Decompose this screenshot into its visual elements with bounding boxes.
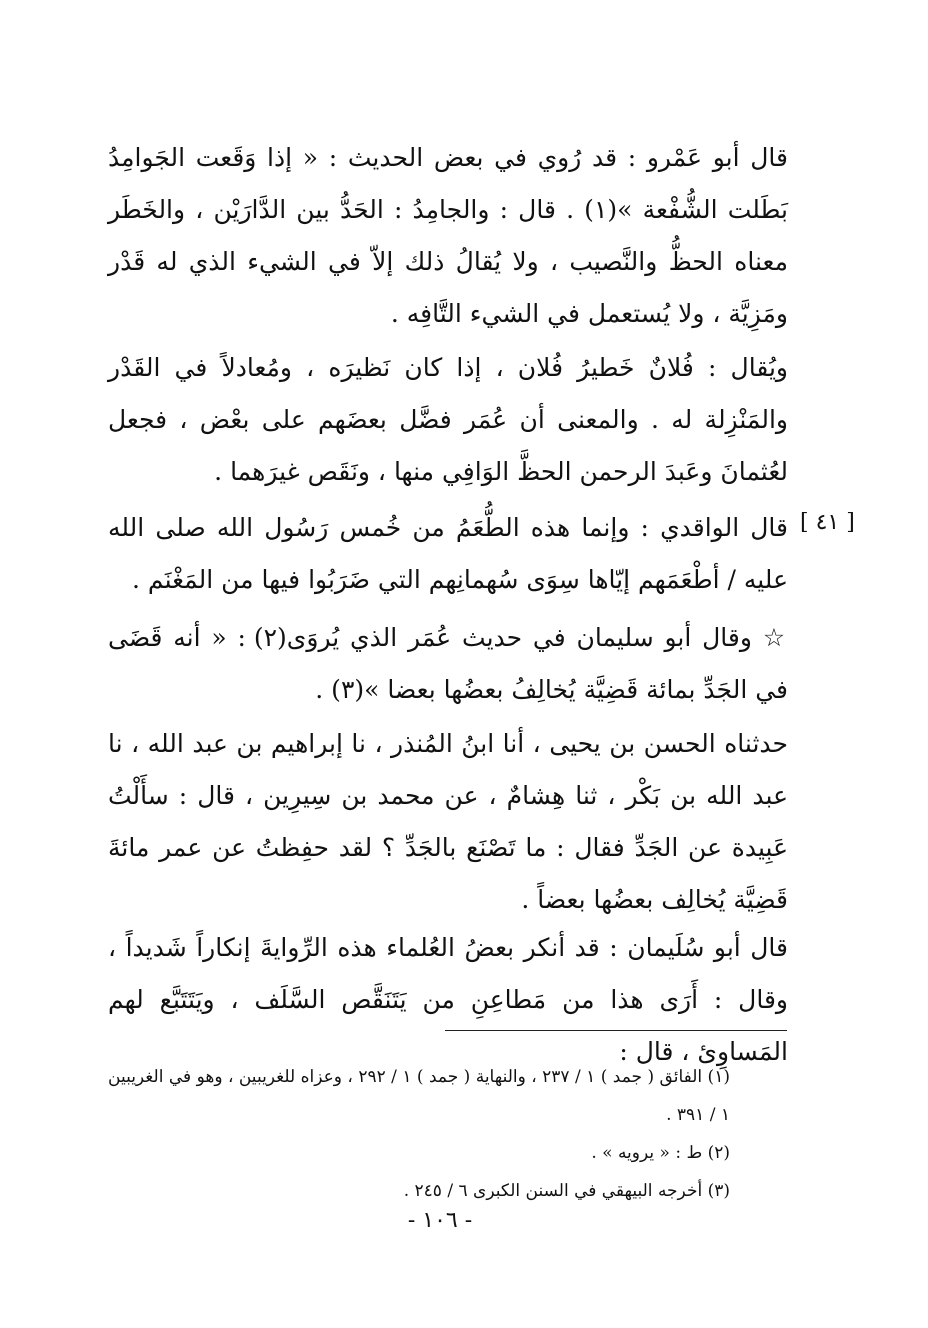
paragraph-4: ☆ وقال أبو سليمان في حديث عُمَر الذي يُروَى(٢) : « أنه قَضَى في الجَدِّ بمائة قَضِيَّة يُخالِفُ بعضُها بعضا »(٣) . (108, 623, 788, 704)
main-text-5 (108, 718, 788, 926)
footnote-3: (٣) أخرجه البيهقي في السنن الكبرى ٦ / ٢٤٥ . (403, 1181, 730, 1201)
main-text-3 (108, 502, 788, 606)
section-marker: [ ٤١ ] (800, 510, 855, 535)
footnote-divider (445, 1030, 787, 1031)
paragraph-5: حدثناه الحسن بن يحيى ، أنا ابنُ المُنذر ، نا إبراهيم بن عبد الله ، نا عبد الله بن بَكْر ، ثنا هِشامٌ ، عن محمد بن سِيرِين ، قال : سأَلْتُ عَبِيدة عن الجَدِّ فقال : ما تَصْنَع بالجَدِّ ؟ لقد حفِظتُ عن عمر مائةَ قَضِيَّة يُخالِف بعضُها بعضاً . (108, 729, 788, 914)
paragraph-1: قال أبو عَمْرو : قد رُوي في بعض الحديث : « إذا وَقَعت الجَوامِدُ بَطَلت الشُّفْعة »(١) . قال : والجامِدُ : الحَدُّ بين الدَّارَيْن ، والخَطَر معناه الحظُّ والنَّصيب ، ولا يُقالُ ذلك إلاّ في الشيء الذي له قَدْر ومَزِيَّة ، ولا يُستعمل في الشيء التَّافِه . (108, 143, 789, 328)
paragraph-2: ويُقال : فُلانٌ خَطيرُ فُلان ، إذا كان نَظيرَه ، ومُعادلاً في القَدْر والمَنْزِلة له . والمعنى أن عُمَر فضَّل بعضَهم على بعْض ، فجعل لعُثمانَ وعَبدَ الرحمن الحظَّ الوَافِي منها ، ونَقَص غيرَهما . (108, 353, 788, 486)
footnotes (108, 1058, 730, 1210)
footnote-2: (٢) ط : « يرويه » . (591, 1143, 730, 1163)
main-text-2 (108, 342, 788, 498)
main-text-6 (108, 922, 788, 1078)
page-number: - ١٠٦ - (407, 1208, 473, 1233)
paragraph-3: قال الواقدي : وإنما هذه الطُّعَمُ من خُمس رَسُول الله صلى الله عليه / أطْعَمَهم إيّاها سِوَى سُهمانِهم التي ضَرَبُوا فيها من المَغْنَم . (108, 513, 788, 594)
main-text (108, 132, 788, 340)
footnote-1: (١) الفائق ( جمد ) ١ / ٢٣٧ ، والنهاية ( جمد ) ١ / ٢٩٢ ، وعزاه للغريبين ، وهو في الغريبين ١ / ٣٩١ . (108, 1067, 730, 1125)
main-text-4 (108, 612, 788, 716)
paragraph-6: قال أبو سُلَيمان : قد أنكر بعضُ العُلماء هذه الرِّوايةَ إنكاراً شَديداً ، وقال : أَرَى هذا من مَطاعِنِ من يَتَنَقَّص السَّلَف ، ويَتَتَبَّع لهم المَساوِئ ، قال : (108, 933, 788, 1066)
